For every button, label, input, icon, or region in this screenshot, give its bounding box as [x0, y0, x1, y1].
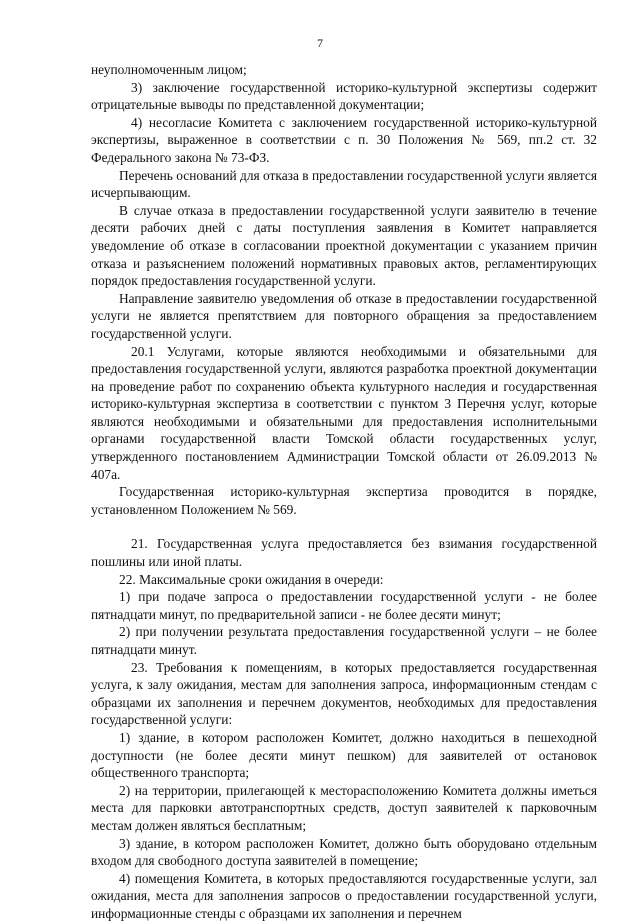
paragraph: 21. Государственная услуга предоставляется без взимания государственной пошлины или иной платы.: [91, 536, 597, 570]
list-item: 2) при получении результата предоставления государственной услуги – не более пятнадцати минут.: [91, 624, 597, 657]
paragraph-spacer: [91, 518, 597, 535]
paragraph: 23. Требования к помещениям, в которых предоставляется государственная услуга, к залу ожидания, местам для заполнения запроса, информационным стендам с образцами их заполнения и перечнем документов, необходимых для предоставления государственной услуги:: [91, 659, 597, 728]
paragraph: Перечень оснований для отказа в предоставлении государственной услуги является исчерпывающим.: [91, 167, 597, 201]
list-item: 1) при подаче запроса о предоставлении государственной услуги - не более пятнадцати минут, по предварительной записи - не более десяти минут;: [91, 589, 597, 622]
list-item: 4) помещения Комитета, в которых предоставляются государственные услуги, зал ожидания, места для заполнения запросов о предоставлении государственной услуги, информационные стенды с образцами их заполнения и перечнем: [91, 870, 597, 921]
list-item: 1) здание, в котором расположен Комитет, должно находиться в пешеходной доступности (не более десяти минут пешком) для заявителей от остановок общественного транспорта;: [91, 729, 597, 781]
page-number: 7: [317, 36, 323, 50]
paragraph: 4) несогласие Комитета с заключением государственной историко-культурной экспертизы, выраженное в соответствии с п. 30 Положения № 569, пп.2 ст. 32 Федерального закона № 73-ФЗ.: [91, 114, 597, 165]
paragraph: Государственная историко-культурная экспертиза проводится в порядке, установленном Положением № 569.: [91, 484, 597, 517]
document-body: [91, 61, 597, 923]
list-item: 3) здание, в котором расположен Комитет, должно быть оборудовано отдельным входом для свободного доступа заявителей в помещение;: [91, 835, 597, 869]
paragraph: неуполномоченным лицом;: [91, 62, 247, 77]
paragraph: В случае отказа в предоставлении государственной услуги заявителю в течение десяти рабочих дней с даты поступления заявления в Комитет направляется уведомление об отказе в согласовании проектной документации с указанием причин отказа и разъяснением положений нормативных правовых актов, регламентирующих порядок предоставления государственной услуги.: [91, 202, 597, 289]
paragraph: Направление заявителю уведомления об отказе в предоставлении государственной услуги не является препятствием для повторного обращения за предоставлением государственной услуги.: [91, 290, 597, 341]
paragraph: 22. Максимальные сроки ожидания в очереди:: [119, 571, 384, 587]
paragraph: 3) заключение государственной историко-культурной экспертизы содержит отрицательные выводы по представленной документации;: [91, 79, 597, 113]
list-item: 2) на территории, прилегающей к месторасположению Комитета должны иметься места для парковки автотранспортных средств, доступ заявителей к парковочным местам должен являться бесплатным;: [91, 782, 597, 833]
paragraph: 20.1 Услугами, которые являются необходимыми и обязательными для предоставления государственной услуги, являются разработка проектной документации на проведение работ по сохранению объекта культурного наследия и государственная историко-культурная экспертиза в соответствии с пунктом 3 Перечня услуг, которые являются необходимыми и обязательными для предоставления исполнительными органами государственной власти Томской области государственных услуг, утвержденного постановлением Администрации Томской области от 26.09.2013 № 407а.: [91, 343, 597, 482]
